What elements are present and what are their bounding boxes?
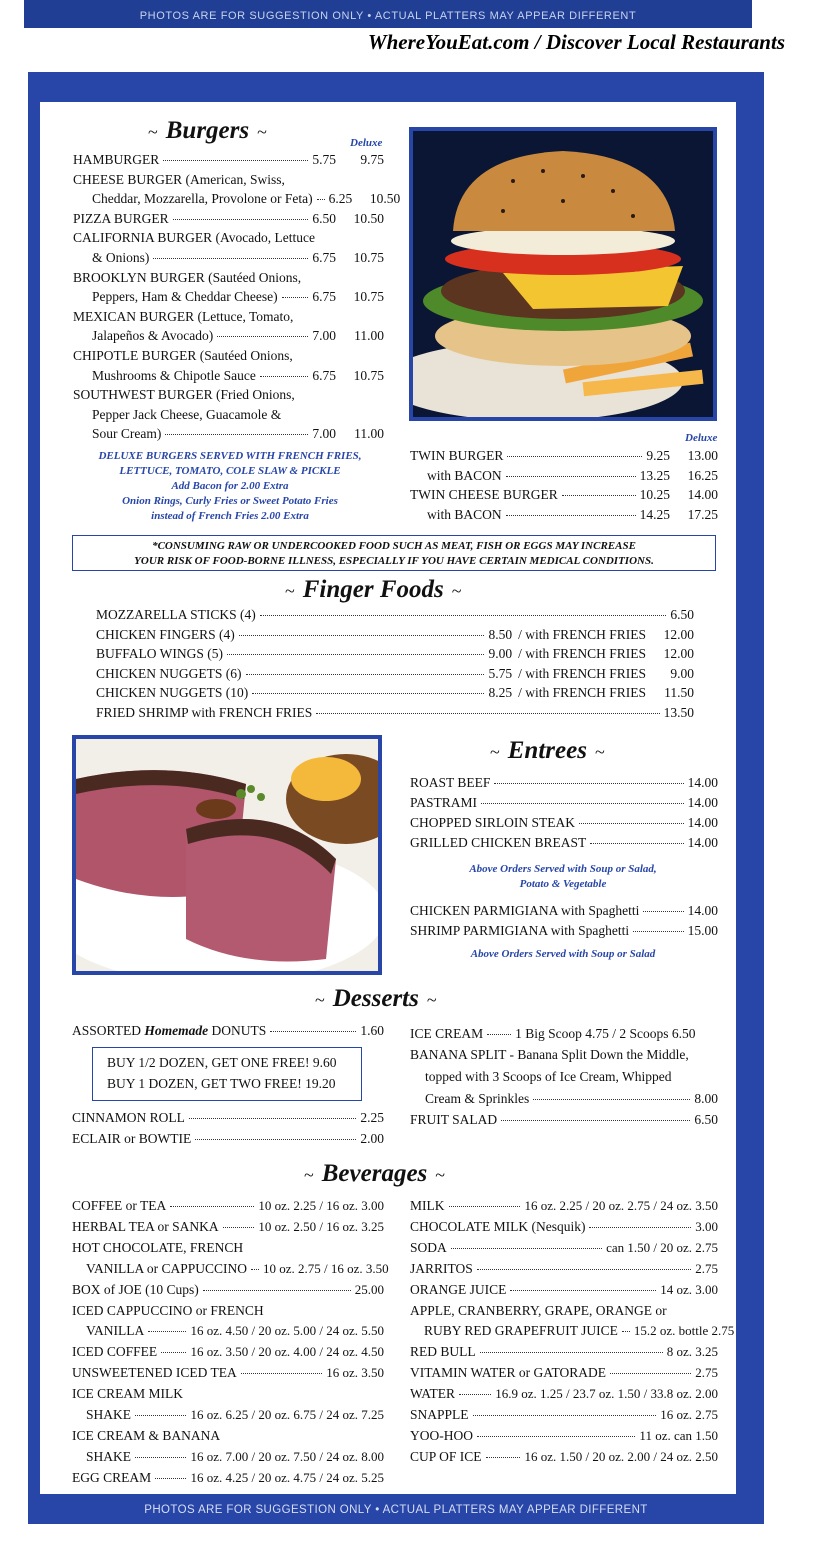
item-price: 16 oz. 7.00 / 20 oz. 7.50 / 24 oz. 8.00 [190,1448,384,1464]
item-price: 8.25 [488,685,513,700]
item-name: with BACON [427,506,502,522]
leader-dots [223,1227,255,1228]
leader-dots [165,434,308,435]
beverage-row [410,1261,718,1280]
fruit-salad-row: FRUIT SALAD 6.50 [410,1112,718,1127]
burger-desc-line: CHIPOTLE BURGER (Sautéed Onions, [73,348,293,363]
beverage-row [410,1344,718,1363]
burger-row [92,289,384,308]
leader-dots [507,456,642,457]
item-price: 14 oz. 3.00 [660,1281,718,1297]
beverage-row [72,1282,384,1301]
item-price: 2.75 [695,1365,718,1381]
top-disclaimer-band [24,0,752,28]
with-fries-label: / with FRENCH FRIES [518,646,646,661]
item-price: can 1.50 / 20 oz. 2.75 [606,1239,718,1255]
item-price: 5.75 [488,665,513,681]
with-fries-price: 12.00 [663,626,694,642]
item-price: 15.2 oz. bottle 2.75 [633,1323,735,1339]
burger-desc-line: BROOKLYN BURGER (Sautéed Onions, [73,269,302,285]
leader-dots [510,1290,656,1291]
item-name: & Onions) [92,250,150,265]
beverage-row [72,1365,384,1384]
burger-desc-line: Pepper Jack Cheese, Guacamole & [92,406,282,422]
item-name: CHICKEN FINGERS (4) [96,626,235,642]
item-name: CHICKEN NUGGETS (10) [96,685,249,700]
leader-dots [251,1269,259,1270]
item-price: 16 oz. 6.25 / 20 oz. 6.75 / 24 oz. 7.25 [190,1407,384,1422]
beverage-row [410,1240,718,1259]
item-name: UNSWEETENED ICED TEA [72,1365,237,1381]
finger-food-row [96,607,694,626]
burger-desc-line: MEXICAN BURGER (Lettuce, Tomato, [73,308,294,324]
leader-dots [643,911,683,912]
burgers-deluxe-note: DELUXE BURGERS SERVED WITH FRENCH FRIES, LETTUCE, TOMATO, COLE SLAW & PICKLE Add Bacon for 2.00 Extra Onion Rings, Curly Fries or Sweet Potato Fries instead of French Fries 2.00 Extra [98,450,362,522]
leader-dots [506,515,636,516]
leader-dots [241,1373,322,1374]
leader-dots [161,1352,186,1353]
item-name: BUFFALO WINGS (5) [96,646,224,661]
beverage-row [86,1260,389,1280]
with-fries-label: / with FRENCH FRIES [518,626,646,642]
item-price: 16 oz. 2.25 / 20 oz. 2.75 / 24 oz. 3.50 [524,1198,718,1213]
item-price: 6.50 [312,210,336,226]
item-name: TWIN CHEESE BURGER [410,487,558,503]
item-price: 10.25 [639,487,670,503]
twin-burger-row [427,468,718,487]
burger-row [73,211,384,230]
finger-foods-heading: ~ Finger Foods ~ [285,576,462,603]
item-deluxe-price: 13.00 [687,448,718,463]
leader-dots [252,693,484,694]
item-price: 14.00 [687,835,718,850]
leader-dots [227,654,484,655]
item-name: Peppers, Ham & Cheddar Cheese) [92,289,278,305]
entrees-heading: ~ Entrees ~ [490,737,605,764]
item-price: 14.00 [687,795,718,810]
item-price: 14.00 [687,815,718,830]
item-name: JARRITOS [410,1260,473,1276]
eclair-row: ECLAIR or BOWTIE 2.00 [72,1131,384,1146]
desserts-heading: ~ Desserts ~ [315,985,437,1012]
item-name: CHOPPED SIRLOIN STEAK [410,815,576,830]
leader-dots [481,803,684,804]
item-price: 7.00 [312,426,336,442]
item-price: 9.25 [646,448,670,463]
twin-deluxe-label: Deluxe [685,432,718,444]
leader-dots [589,1227,691,1228]
donut-deal-box [92,1047,362,1101]
beverage-row [410,1198,718,1217]
banana-split-line-2: topped with 3 Scoops of Ice Cream, Whipped [425,1069,672,1084]
item-name: ICED COFFEE [72,1344,158,1360]
item-price: 10 oz. 2.25 / 16 oz. 3.00 [258,1198,384,1213]
item-deluxe-price: 10.50 [369,191,401,207]
item-name: FRIED SHRIMP with FRENCH FRIES [96,704,313,720]
beverage-desc-line: ICE CREAM & BANANA [72,1427,221,1443]
leader-dots [155,1478,186,1479]
leader-dots [260,376,309,377]
item-name: BOX of JOE (10 Cups) [72,1281,199,1297]
item-name: SHAKE [86,1407,132,1422]
beverage-row [72,1344,384,1363]
item-name: Jalapeños & Avocado) [92,328,214,344]
leader-dots [239,635,485,636]
leader-dots [562,495,636,496]
donut-deal-2: BUY 1 DOZEN, GET TWO FREE! 19.20 [107,1076,336,1091]
burgers-deluxe-label: Deluxe [350,137,383,149]
leader-dots [633,931,683,932]
entree-row [410,903,718,922]
item-name: VITAMIN WATER or GATORADE [410,1365,607,1381]
leader-dots [260,615,667,616]
bottom-disclaimer: PHOTOS ARE FOR SUGGESTION ONLY • ACTUAL PLATTERS MAY APPEAR DIFFERENT [144,1504,648,1516]
leader-dots [135,1415,186,1416]
item-name: WATER [410,1386,455,1402]
item-name: HAMBURGER [73,152,160,167]
leader-dots [203,1290,351,1291]
with-fries-price: 12.00 [663,646,694,661]
twin-burger-row [410,448,718,467]
entree-row [410,923,718,942]
with-fries-price: 9.00 [670,665,694,681]
burger-row [73,152,384,171]
item-price: 13.25 [639,467,670,483]
item-deluxe-price: 16.25 [687,467,718,483]
leader-dots [282,297,309,298]
twin-burger-row [427,507,718,526]
leader-dots [317,199,325,200]
leader-dots [316,713,659,714]
item-deluxe-price: 11.00 [354,426,384,442]
beverage-row [410,1407,718,1426]
burger-row [92,426,384,445]
beverage-desc-line: HOT CHOCOLATE, FRENCH [72,1239,244,1255]
item-name: CUP OF ICE [410,1448,482,1464]
leader-dots [477,1436,635,1437]
beverage-row [72,1198,384,1217]
item-name: SHAKE [86,1448,132,1464]
site-banner[interactable]: WhereYouEat.com / Discover Local Restaurants [367,30,785,54]
leader-dots [480,1352,663,1353]
item-deluxe-price: 10.75 [353,367,384,383]
beverages-heading: ~ Beverages ~ [304,1160,446,1187]
item-name: EGG CREAM [72,1469,152,1485]
item-price: 16 oz. 4.25 / 20 oz. 4.75 / 24 oz. 5.25 [190,1469,384,1485]
beverage-row [86,1323,384,1342]
beverage-desc-line: APPLE, CRANBERRY, GRAPE, ORANGE or [410,1302,667,1318]
item-price: 16 oz. 4.50 / 20 oz. 5.00 / 24 oz. 5.50 [190,1323,384,1339]
item-price: 16.9 oz. 1.25 / 23.7 oz. 1.50 / 33.8 oz. 2.00 [495,1386,718,1402]
item-name: RED BULL [410,1344,476,1360]
leader-dots [494,783,683,784]
item-name: Mushrooms & Chipotle Sauce [92,367,256,383]
item-name: ROAST BEEF [410,775,491,790]
item-price: 16 oz. 2.75 [660,1407,718,1422]
item-name: Sour Cream) [92,426,162,442]
item-price: 8.50 [488,626,513,642]
item-deluxe-price: 9.75 [360,152,384,167]
item-price: 14.00 [687,775,718,790]
item-name: CHOCOLATE MILK (Nesquik) [410,1218,586,1234]
item-price: 15.00 [687,923,718,938]
item-name: RUBY RED GRAPEFRUIT JUICE [424,1323,618,1339]
item-price: 13.50 [663,704,694,720]
item-name: SHRIMP PARMIGIANA with Spaghetti [410,923,630,938]
finger-food-row [96,685,694,704]
item-price: 6.50 [670,607,694,622]
item-price: 11 oz. can 1.50 [639,1427,718,1443]
item-price: 6.75 [312,367,336,383]
item-price: 9.00 [488,646,513,661]
roast-beef-photo [72,735,382,975]
leader-dots [449,1206,521,1207]
beverage-row [410,1428,718,1447]
beverage-desc-line: ICED CAPPUCCINO or FRENCH [72,1302,264,1318]
leader-dots [486,1457,521,1458]
leader-dots [246,674,485,675]
item-price: 25.00 [354,1281,384,1297]
item-name: HERBAL TEA or SANKA [72,1218,219,1234]
item-price: 16 oz. 1.50 / 20 oz. 2.00 / 24 oz. 2.50 [524,1448,718,1464]
item-name: CHICKEN NUGGETS (6) [96,665,242,681]
banana-split-row: Cream & Sprinkles 8.00 [425,1091,718,1106]
item-name: TWIN BURGER [410,448,504,463]
leader-dots [451,1248,602,1249]
item-name: PIZZA BURGER [73,210,169,226]
food-warning: *CONSUMING RAW OR UNDERCOOKED FOOD SUCH AS MEAT, FISH OR EGGS MAY INCREASE YOUR RISK OF FOOD-BORNE ILLNESS, ESPECIALLY IF YOU HAVE CERTAIN MEDICAL CONDITIONS. [72,535,716,571]
with-fries-label: / with FRENCH FRIES [518,665,646,681]
ice-cream-row: ICE CREAM 1 Big Scoop 4.75 / 2 Scoops 6.50 [410,1026,696,1041]
donuts-row: ASSORTED Homemade DONUTS 1.60 [72,1023,384,1038]
banana-split-line-1: BANANA SPLIT - Banana Split Down the Middle, [410,1047,689,1062]
beverage-row [424,1323,735,1342]
burger-desc-line: SOUTHWEST BURGER (Fried Onions, [73,387,295,403]
item-name: SNAPPLE [410,1407,469,1422]
leader-dots [622,1331,630,1332]
item-name: GRILLED CHICKEN BREAST [410,835,587,850]
beverage-row [86,1407,384,1426]
item-deluxe-price: 10.75 [353,250,384,265]
beverage-row [410,1386,718,1405]
item-name: Cheddar, Mozzarella, Provolone or Feta) [92,191,313,207]
finger-food-row [96,627,694,646]
with-fries-price: 11.50 [664,685,694,700]
burger-desc-line: CHEESE BURGER (American, Swiss, [73,171,285,187]
leader-dots [170,1206,254,1207]
item-name: VANILLA [86,1323,145,1339]
donut-deal-1: BUY 1/2 DOZEN, GET ONE FREE! 9.60 [107,1055,337,1070]
leader-dots [579,823,684,824]
beverage-row [410,1365,718,1384]
item-name: CHICKEN PARMIGIANA with Spaghetti [410,903,640,918]
top-disclaimer-text: PHOTOS ARE FOR SUGGESTION ONLY • ACTUAL PLATTERS MAY APPEAR DIFFERENT [139,10,637,22]
leader-dots [473,1415,657,1416]
item-price: 14.25 [639,506,670,522]
item-name: VANILLA or CAPPUCCINO [86,1260,248,1276]
entrees-note-1: Above Orders Served with Soup or Salad, Potato & Vegetable [469,863,657,890]
burger-row [92,328,384,347]
leader-dots [173,219,309,220]
item-deluxe-price: 14.00 [687,487,718,503]
entree-row [410,835,718,854]
item-price: 14.00 [687,903,718,918]
item-name: ORANGE JUICE [410,1281,507,1297]
item-price: 5.75 [312,152,336,167]
beverage-row [72,1470,384,1489]
beverage-row [410,1219,718,1238]
beverage-desc-line: ICE CREAM MILK [72,1386,183,1402]
leader-dots [506,476,636,477]
leader-dots [163,160,308,161]
item-price: 6.25 [328,191,353,207]
entree-row [410,795,718,814]
entrees-note-2: Above Orders Served with Soup or Salad [470,948,656,960]
leader-dots [148,1331,186,1332]
burger-photo [409,127,717,421]
item-price: 2.75 [695,1260,718,1276]
cinnamon-row: CINNAMON ROLL 2.25 [72,1110,384,1125]
item-name: COFFEE or TEA [72,1198,167,1213]
leader-dots [590,843,683,844]
item-price: 16 oz. 3.50 [326,1365,384,1381]
item-price: 3.00 [695,1218,718,1234]
item-deluxe-price: 10.75 [353,289,384,305]
beverage-row [86,1449,384,1468]
item-price: 8 oz. 3.25 [666,1344,718,1360]
item-deluxe-price: 11.00 [354,328,384,344]
item-name: YOO-HOO [410,1427,473,1443]
item-name: MILK [410,1198,445,1213]
twin-burger-row [410,487,718,506]
burger-desc-line: CALIFORNIA BURGER (Avocado, Lettuce [73,230,315,246]
finger-food-row [96,705,694,724]
leader-dots [610,1373,691,1374]
burger-row [92,250,384,269]
entree-row [410,775,718,794]
leader-dots [153,258,308,259]
leader-dots [135,1457,186,1458]
item-deluxe-price: 10.50 [353,210,384,226]
item-price: 6.75 [312,289,336,305]
beverage-row [72,1219,384,1238]
item-name: PASTRAMI [410,795,478,810]
leader-dots [217,336,308,337]
item-name: MOZZARELLA STICKS (4) [96,607,256,622]
finger-food-row [96,646,694,665]
item-deluxe-price: 17.25 [687,506,718,522]
burger-row [92,368,384,387]
item-price: 16 oz. 3.50 / 20 oz. 4.00 / 24 oz. 4.50 [190,1344,384,1360]
beverage-row [410,1282,718,1301]
item-name: with BACON [427,467,502,483]
with-fries-label: / with FRENCH FRIES [518,685,646,700]
item-price: 10 oz. 2.75 / 16 oz. 3.50 [263,1260,389,1276]
leader-dots [459,1394,491,1395]
item-price: 10 oz. 2.50 / 16 oz. 3.25 [258,1218,384,1234]
burgers-heading: ~ Burgers ~ [148,117,267,144]
beverage-row [410,1449,718,1468]
burger-row [92,191,401,210]
entree-row [410,815,718,834]
leader-dots [477,1269,691,1270]
item-price: 7.00 [312,328,336,344]
finger-food-row [96,666,694,685]
item-name: SODA [410,1239,447,1255]
item-price: 6.75 [312,250,336,265]
